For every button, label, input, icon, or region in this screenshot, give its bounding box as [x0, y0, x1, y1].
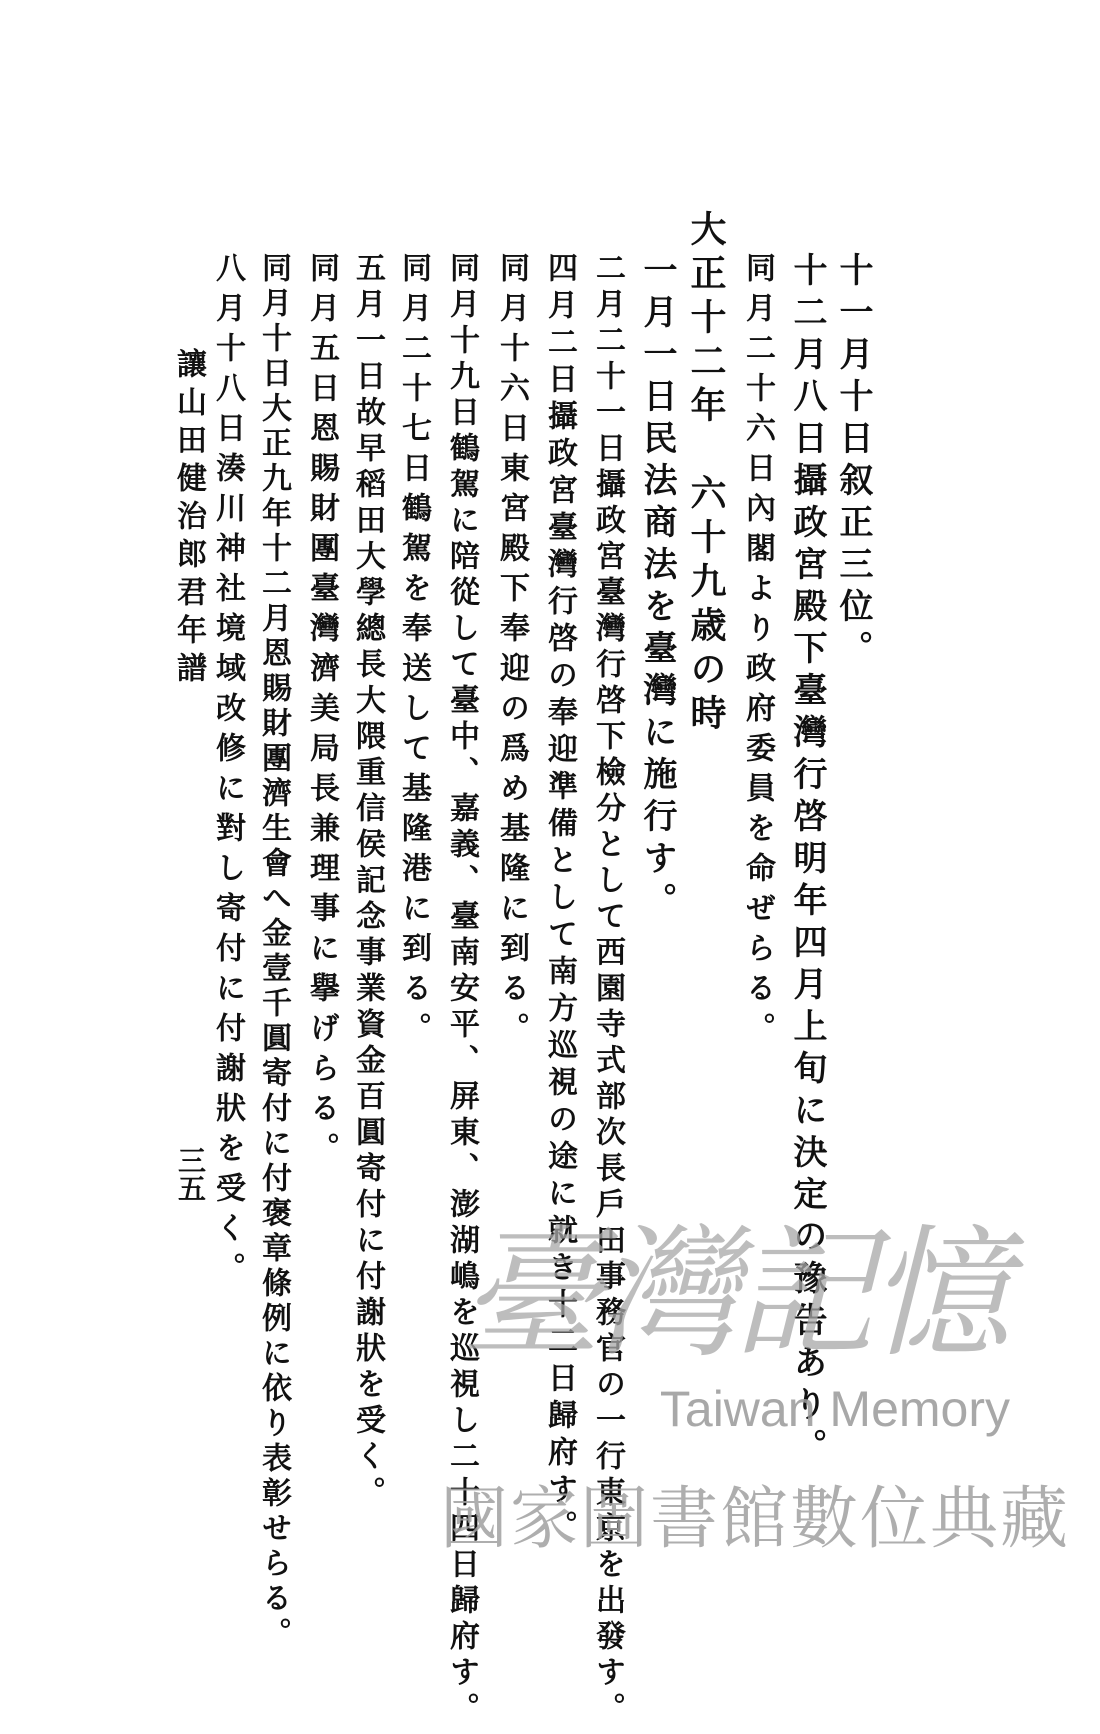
text-line-8: 同月十六日東宮殿下奉迎の爲め基隆に到る。 — [494, 252, 529, 1052]
text-line-7: 四月二日攝政宮臺灣行啓の奉迎準備として南方巡視の途に就き十二日歸府す。 — [542, 252, 577, 1547]
page-number: 三五 — [174, 1146, 207, 1202]
section-heading: 大正十二年 六十九歳の時 — [685, 210, 727, 738]
text-line-9: 同月十九日鶴駕に陪從して臺中、嘉義、臺南安平、屏東、澎湖嶋を巡視し二十四日歸府す。 — [444, 252, 479, 1728]
text-line-1: 十一月十日叙正三位。 — [833, 252, 873, 672]
watermark-chinese: 國家圖書館數位典藏 — [440, 1480, 1071, 1559]
text-line-11: 五月一日故早稻田大學總長大隈重信侯記念事業資金百圓寄付に付謝狀を受く。 — [350, 252, 385, 1512]
text-line-12: 同月五日恩賜財團臺灣濟美局長兼理事に擧げらる。 — [304, 252, 339, 1172]
text-line-5: 一月一日民法商法を臺灣に施行す。 — [637, 252, 677, 924]
running-title: 讓山田健治郎君年譜 — [171, 348, 206, 690]
text-line-6: 二月二十一日攝政宮臺灣行啓下檢分として西園寺式部次長戶田事務官の一行東京を出發す。 — [590, 252, 625, 1728]
text-line-2: 十二月八日攝政宮殿下臺灣行啓明年四月上旬に決定の豫告あり。 — [787, 252, 827, 1470]
text-line-14: 八月十八日湊川神社境域改修に對し寄付に付謝狀を受く。 — [210, 252, 245, 1292]
watermark-english: Taiwan Memory — [659, 1381, 1010, 1437]
text-line-13: 同月十日大正九年十二月恩賜財團濟生會へ金壹千圓寄付に付褒章條例に依り表彰せらる。 — [256, 252, 291, 1652]
text-line-3: 同月二十六日內閣より政府委員を命ぜらる。 — [740, 252, 775, 1052]
watermark — [440, 1180, 1071, 1620]
text-line-10: 同月二十七日鶴駕を奉送して基隆港に到る。 — [396, 252, 431, 1052]
watermark-calligraphy: 臺灣記憶 — [460, 1212, 1004, 1377]
